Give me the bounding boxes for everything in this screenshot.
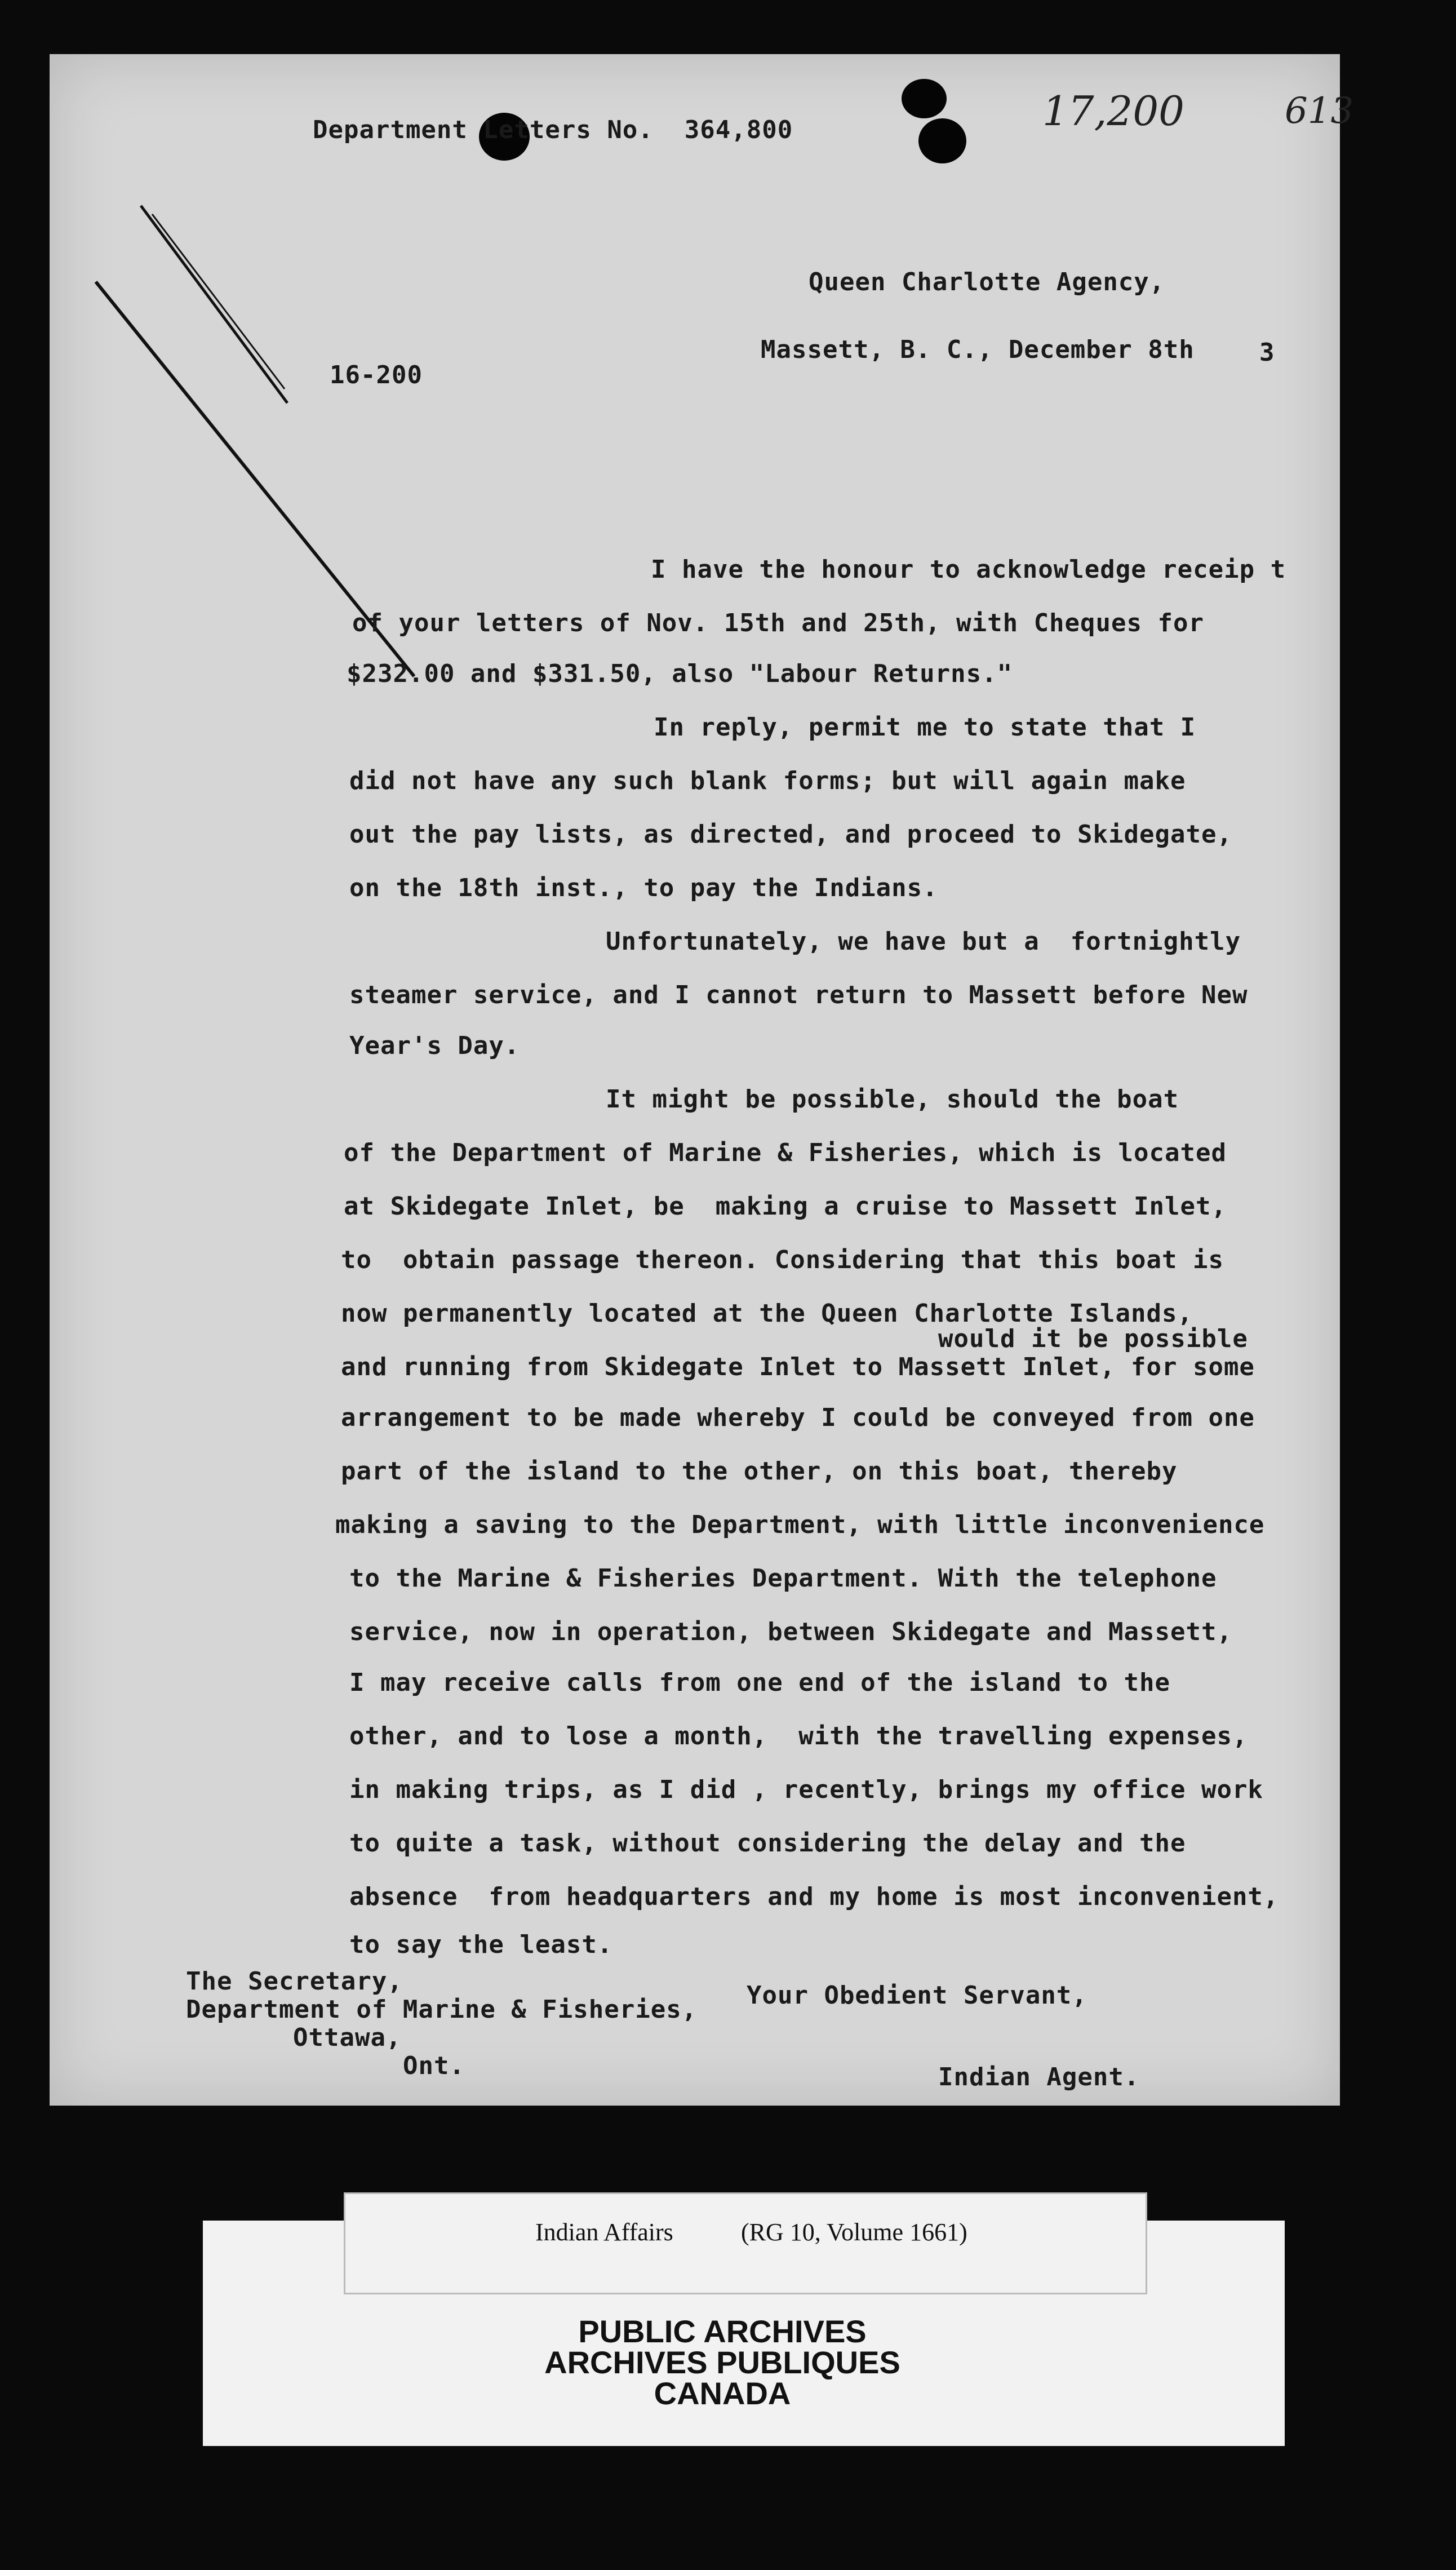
body-line: on the 18th inst., to pay the Indians. [349, 874, 938, 902]
body-line: to the Marine & Fisheries Department. With the telephone [349, 1564, 1217, 1593]
body-line: in making trips, as I did , recently, brings my office work [349, 1775, 1263, 1804]
address-line: The Secretary, [186, 1967, 403, 1996]
body-line: and running from Skidegate Inlet to Massett Inlet, for some [341, 1353, 1255, 1381]
interlinear-insert: would it be possible [938, 1324, 1248, 1353]
body-line: Unfortunately, we have but a fortnightly [606, 927, 1241, 956]
agency-line: Queen Charlotte Agency, [809, 268, 1165, 296]
body-line: It might be possible, should the boat [606, 1085, 1179, 1114]
ink-blot [918, 118, 966, 163]
body-line: to quite a task, without considering the delay and the [349, 1829, 1186, 1858]
body-line: steamer service, and I cannot return to Massett before New [349, 981, 1248, 1009]
header-reference: Department Letters No. 364,800 [313, 116, 793, 144]
body-line: part of the island to the other, on this boat, thereby [341, 1457, 1178, 1486]
archives-line: PUBLIC ARCHIVES [578, 2314, 867, 2349]
archives-line: CANADA [654, 2376, 791, 2411]
address-line: Department of Marine & Fisheries, [186, 1995, 698, 2024]
body-line: Year's Day. [349, 1031, 520, 1060]
signature-title: Indian Agent. [938, 2063, 1140, 2092]
body-line: arrangement to be made whereby I could be conveyed from one [341, 1403, 1255, 1432]
file-reference: 16-200 [330, 361, 423, 389]
body-line: absence from headquarters and my home is most inconvenient, [349, 1882, 1279, 1911]
date-suffix: 3 [1259, 338, 1275, 367]
body-line: out the pay lists, as directed, and proceed to Skidegate, [349, 820, 1232, 849]
body-line: now permanently located at the Queen Charlotte Islands, [341, 1299, 1193, 1328]
body-line: other, and to lose a month, with the travelling expenses, [349, 1722, 1248, 1751]
body-line: to obtain passage thereon. Considering that this boat is [341, 1246, 1224, 1274]
body-line: of your letters of Nov. 15th and 25th, with Cheques for [352, 609, 1204, 637]
body-line: In reply, permit me to state that I [654, 713, 1196, 742]
ink-blot [902, 79, 947, 118]
handwritten-number: 17,200 [1042, 87, 1184, 135]
collection-label: Indian Affairs [535, 2218, 673, 2246]
address-line: Ottawa, [293, 2023, 402, 2052]
body-line: making a saving to the Department, with little inconvenience [335, 1510, 1265, 1539]
body-line: I may receive calls from one end of the island to the [349, 1668, 1170, 1697]
body-line: $232.00 and $331.50, also "Labour Returns." [347, 659, 1013, 688]
body-line: service, now in operation, between Skidegate and Massett, [349, 1618, 1232, 1646]
page-number: 613 [1285, 90, 1354, 132]
volume-label: (RG 10, Volume 1661) [741, 2218, 967, 2246]
body-line: of the Department of Marine & Fisheries, which is located [344, 1138, 1227, 1167]
body-line: at Skidegate Inlet, be making a cruise to Massett Inlet, [344, 1192, 1227, 1221]
body-line: did not have any such blank forms; but will again make [349, 766, 1186, 795]
place-date-line: Massett, B. C., December 8th [761, 335, 1195, 364]
body-line: to say the least. [349, 1930, 613, 1959]
body-line: I have the honour to acknowledge receip t [651, 555, 1286, 584]
archives-line: ARCHIVES PUBLIQUES [544, 2345, 900, 2380]
address-line: Ont. [403, 2051, 465, 2080]
closing-line: Your Obedient Servant, [747, 1981, 1087, 2010]
